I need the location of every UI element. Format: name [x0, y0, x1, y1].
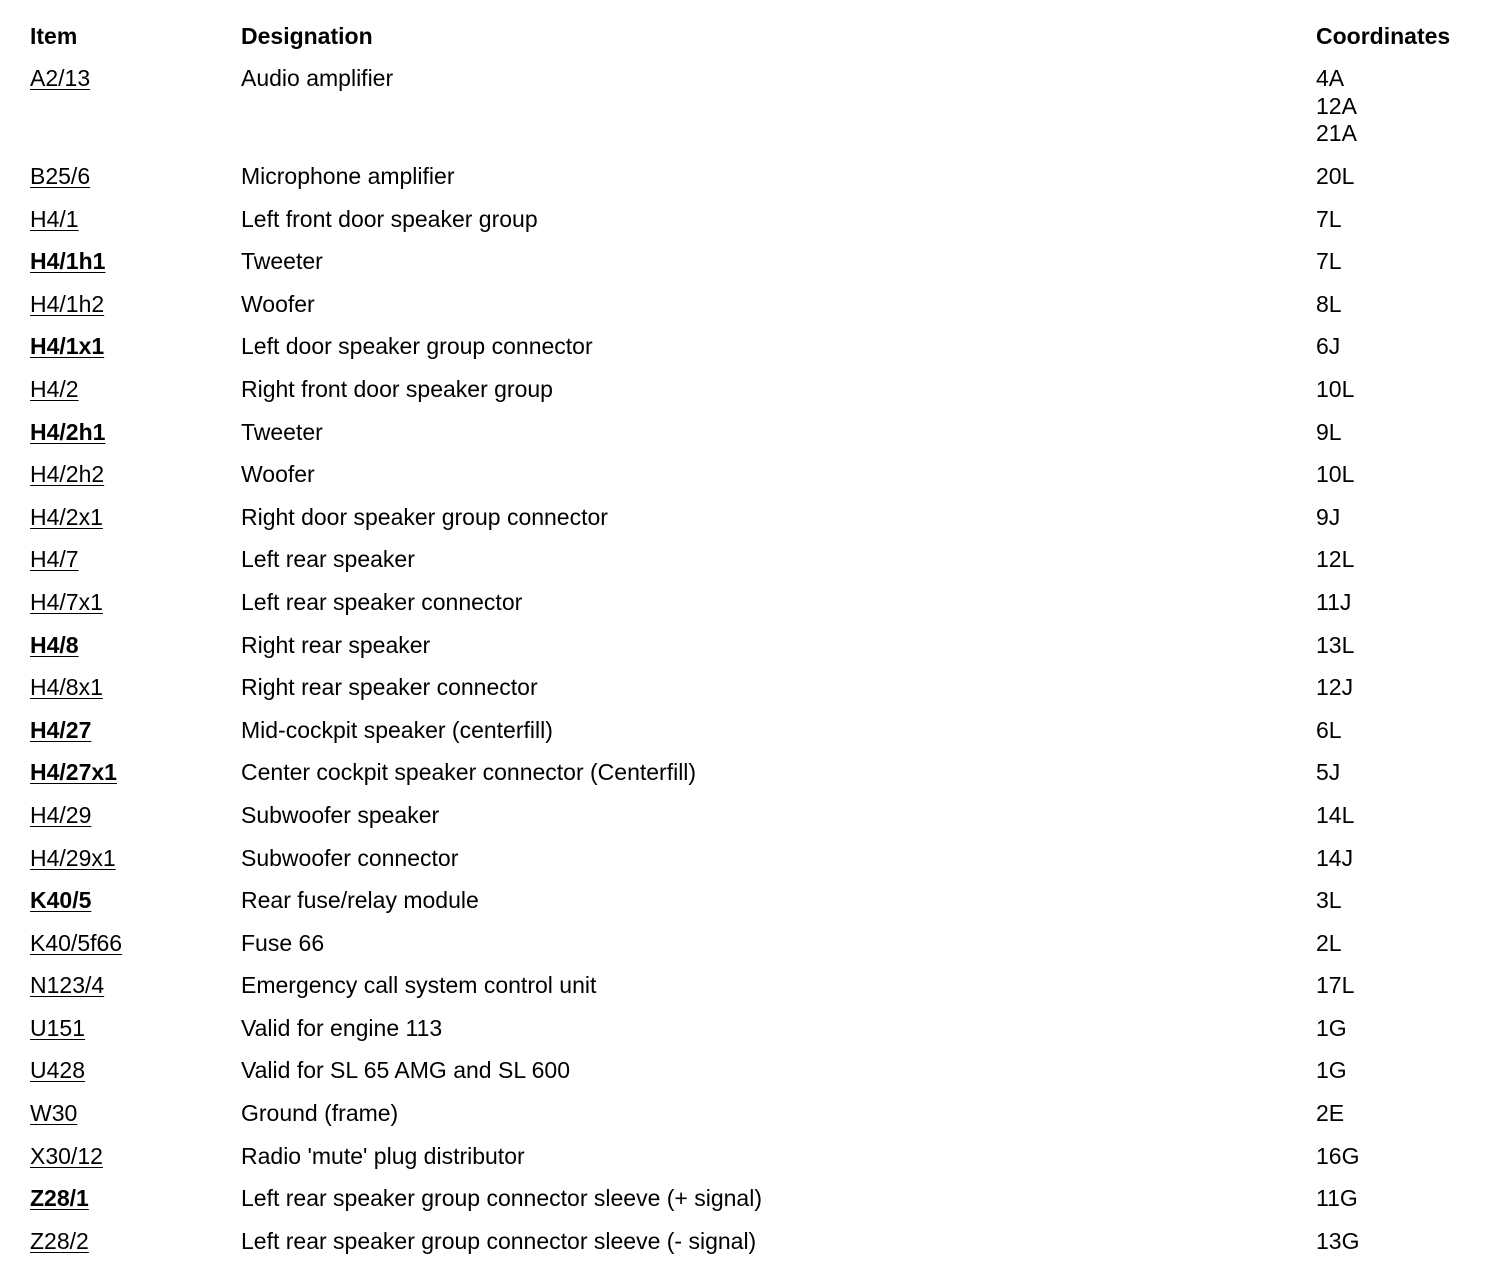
table-row: [30, 503, 1480, 546]
item-cell: [30, 545, 241, 573]
table-row: [30, 758, 1480, 801]
item-link[interactable]: Z28/1: [30, 1185, 89, 1212]
coordinate-value: 11G: [1316, 1185, 1358, 1212]
coordinate-value: 13G: [1316, 1227, 1360, 1254]
table-row: [30, 588, 1480, 631]
coordinate-value: 13L: [1316, 631, 1355, 658]
designation-cell: Mid-cockpit speaker (centerfill): [241, 716, 553, 743]
coordinate-value: 9L: [1316, 418, 1342, 445]
coordinates-cell: [1316, 545, 1480, 573]
coordinates-cell: [1316, 588, 1480, 616]
coordinate-value: 3L: [1316, 887, 1342, 914]
coordinate-value: 2L: [1316, 929, 1342, 956]
coordinates-cell: [1316, 673, 1480, 701]
coordinate-value: 6L: [1316, 716, 1342, 743]
table-row: [30, 332, 1480, 375]
designation-cell: Right front door speaker group: [241, 375, 553, 402]
item-link[interactable]: H4/1x1: [30, 333, 105, 360]
table-row: [30, 205, 1480, 248]
coordinates-cell: [1316, 332, 1480, 360]
coordinate-value: 5J: [1316, 759, 1341, 786]
coordinate-value: 4A: [1316, 65, 1345, 91]
coordinates-cell: [1316, 801, 1480, 829]
coordinate-value: 2E: [1316, 1100, 1345, 1127]
item-link[interactable]: W30: [30, 1100, 78, 1127]
item-link[interactable]: N123/4: [30, 972, 105, 999]
coordinate-value: 12L: [1316, 546, 1355, 573]
coordinates-cell: [1316, 1099, 1480, 1127]
designation-cell: Tweeter: [241, 248, 323, 275]
item-cell: [30, 801, 241, 829]
coordinates-cell: [1316, 758, 1480, 786]
item-link[interactable]: H4/1h2: [30, 290, 105, 317]
designation-cell: Valid for engine 113: [241, 1014, 443, 1041]
table-row: [30, 844, 1480, 887]
coordinates-cell: [1316, 460, 1480, 488]
designation-cell: Left door speaker group connector: [241, 333, 593, 360]
table-header-row: [30, 22, 1480, 64]
table-row: [30, 801, 1480, 844]
coordinates-cell: [1316, 418, 1480, 446]
item-link[interactable]: H4/1h1: [30, 248, 106, 275]
designation-cell: Left front door speaker group: [241, 205, 538, 232]
coordinate-value: 12A: [1316, 92, 1357, 119]
table-row: [30, 290, 1480, 333]
coordinates-cell: [1316, 1184, 1480, 1212]
item-link[interactable]: H4/29x1: [30, 844, 116, 871]
designation-cell: Right rear speaker connector: [241, 674, 538, 701]
coordinate-value: 11J: [1316, 588, 1352, 615]
item-link[interactable]: U151: [30, 1014, 85, 1041]
item-cell: [30, 844, 241, 872]
item-link[interactable]: K40/5: [30, 887, 92, 914]
table-row: [30, 929, 1480, 972]
table-row: [30, 1227, 1480, 1270]
coordinate-value: 10L: [1316, 375, 1355, 402]
item-cell: [30, 247, 241, 275]
coordinate-value: 10L: [1316, 461, 1355, 488]
designation-cell: Ground (frame): [241, 1100, 399, 1127]
item-link[interactable]: U428: [30, 1057, 85, 1084]
coordinate-value: 8L: [1316, 290, 1342, 317]
item-link[interactable]: H4/27x1: [30, 759, 117, 786]
coordinate-value: 20L: [1316, 163, 1355, 189]
item-cell: [30, 631, 241, 659]
item-cell: [30, 375, 241, 403]
coordinates-cell: [1316, 1227, 1480, 1255]
table-row: [30, 1014, 1480, 1057]
table-row: [30, 247, 1480, 290]
table-row: [30, 162, 1480, 205]
designation-cell: Rear fuse/relay module: [241, 887, 479, 914]
coordinates-cell: [1316, 162, 1480, 190]
item-link[interactable]: H4/2: [30, 375, 79, 402]
coordinates-cell: [1316, 205, 1480, 233]
designation-cell: Right rear speaker: [241, 631, 431, 658]
item-link[interactable]: B25/6: [30, 163, 91, 189]
designation-cell: Right door speaker group connector: [241, 503, 608, 530]
coordinates-cell: [1316, 971, 1480, 999]
table-row: [30, 64, 1480, 162]
designation-cell: Left rear speaker group connector sleeve (- signal): [241, 1227, 757, 1254]
item-cell: [30, 1099, 241, 1127]
coordinate-value: 1G: [1316, 1014, 1347, 1041]
item-link[interactable]: H4/2h2: [30, 461, 105, 488]
item-cell: [30, 332, 241, 360]
item-link[interactable]: H4/7: [30, 546, 79, 573]
coordinate-value: 6J: [1316, 333, 1341, 360]
item-link[interactable]: H4/29: [30, 801, 92, 828]
coordinate-value: 7L: [1316, 248, 1342, 275]
item-cell: [30, 418, 241, 446]
table-row: [30, 375, 1480, 418]
item-cell: [30, 716, 241, 744]
designation-cell: Woofer: [241, 290, 315, 317]
item-cell: [30, 205, 241, 233]
table-row: [30, 1142, 1480, 1185]
table-row: [30, 418, 1480, 461]
table-row: [30, 673, 1480, 716]
coordinates-cell: [1316, 1142, 1480, 1170]
item-cell: [30, 588, 241, 616]
item-cell: [30, 1014, 241, 1042]
item-cell: [30, 673, 241, 701]
coordinate-value: 1G: [1316, 1057, 1347, 1084]
item-cell: [30, 929, 241, 957]
table-row: [30, 716, 1480, 759]
coordinates-cell: [1316, 716, 1480, 744]
item-link[interactable]: A2/13: [30, 65, 91, 91]
item-cell: [30, 1056, 241, 1084]
table-row: [30, 460, 1480, 503]
coordinates-cell: [1316, 844, 1480, 872]
designation-cell: Left rear speaker group connector sleeve (+ signal): [241, 1185, 762, 1212]
coordinate-value: 14L: [1316, 801, 1355, 828]
designation-cell: Subwoofer connector: [241, 844, 459, 871]
coordinates-cell: [1316, 929, 1480, 957]
coordinates-cell: [1316, 631, 1480, 659]
designation-cell: Emergency call system control unit: [241, 972, 597, 999]
coordinate-value: 12J: [1316, 674, 1354, 701]
coordinates-cell: [1316, 290, 1480, 318]
table-row: [30, 886, 1480, 929]
item-cell: [30, 162, 241, 190]
item-cell: [30, 1142, 241, 1170]
table-row: [30, 631, 1480, 674]
item-link[interactable]: H4/8: [30, 631, 79, 658]
item-cell: [30, 290, 241, 318]
item-link[interactable]: H4/2x1: [30, 503, 103, 530]
coordinate-value: 17L: [1316, 972, 1355, 999]
coordinates-cell: [1316, 1014, 1480, 1042]
table-row: [30, 545, 1480, 588]
table-row: [30, 1056, 1480, 1099]
coordinates-cell: [1316, 503, 1480, 531]
header-coordinates: Coordinates: [1316, 23, 1451, 49]
designation-cell: Subwoofer speaker: [241, 801, 440, 828]
item-cell: [30, 64, 241, 92]
item-link[interactable]: H4/27: [30, 716, 92, 743]
coordinates-cell: [1316, 886, 1480, 914]
item-link[interactable]: K40/5f66: [30, 929, 123, 956]
item-link[interactable]: Z28/2: [30, 1227, 89, 1254]
item-link[interactable]: X30/12: [30, 1142, 103, 1169]
header-designation: Designation: [241, 23, 373, 49]
item-cell: [30, 1184, 241, 1212]
table-row: [30, 971, 1480, 1014]
coordinates-cell: [1316, 247, 1480, 275]
header-item: Item: [30, 23, 78, 49]
item-link[interactable]: H4/2h1: [30, 418, 106, 445]
table-row: [30, 1184, 1480, 1227]
item-link[interactable]: H4/7x1: [30, 588, 103, 615]
coordinate-value: 7L: [1316, 205, 1342, 232]
designation-cell: Tweeter: [241, 418, 323, 445]
coordinate-value: 14J: [1316, 844, 1354, 871]
designation-cell: Woofer: [241, 461, 315, 488]
legend-table: [30, 22, 1480, 1269]
item-cell: [30, 1227, 241, 1255]
item-cell: [30, 886, 241, 914]
designation-cell: Audio amplifier: [241, 65, 394, 91]
item-cell: [30, 758, 241, 786]
coordinates-cell: [1316, 375, 1480, 403]
coordinate-value: 21A: [1316, 120, 1357, 146]
designation-cell: Left rear speaker connector: [241, 588, 523, 615]
designation-cell: Fuse 66: [241, 929, 325, 956]
coordinates-cell: [1316, 1056, 1480, 1084]
designation-cell: Left rear speaker: [241, 546, 415, 573]
coordinates-cell: [1316, 64, 1480, 147]
designation-cell: Center cockpit speaker connector (Centerfill): [241, 759, 697, 786]
designation-cell: Valid for SL 65 AMG and SL 600: [241, 1057, 571, 1084]
designation-cell: Radio 'mute' plug distributor: [241, 1142, 525, 1169]
designation-cell: Microphone amplifier: [241, 163, 455, 189]
item-cell: [30, 503, 241, 531]
table-row: [30, 1099, 1480, 1142]
coordinate-value: 16G: [1316, 1142, 1360, 1169]
item-link[interactable]: H4/8x1: [30, 674, 103, 701]
coordinate-value: 9J: [1316, 503, 1341, 530]
item-cell: [30, 971, 241, 999]
table-body: [30, 64, 1480, 1269]
item-cell: [30, 460, 241, 488]
item-link[interactable]: H4/1: [30, 205, 79, 232]
